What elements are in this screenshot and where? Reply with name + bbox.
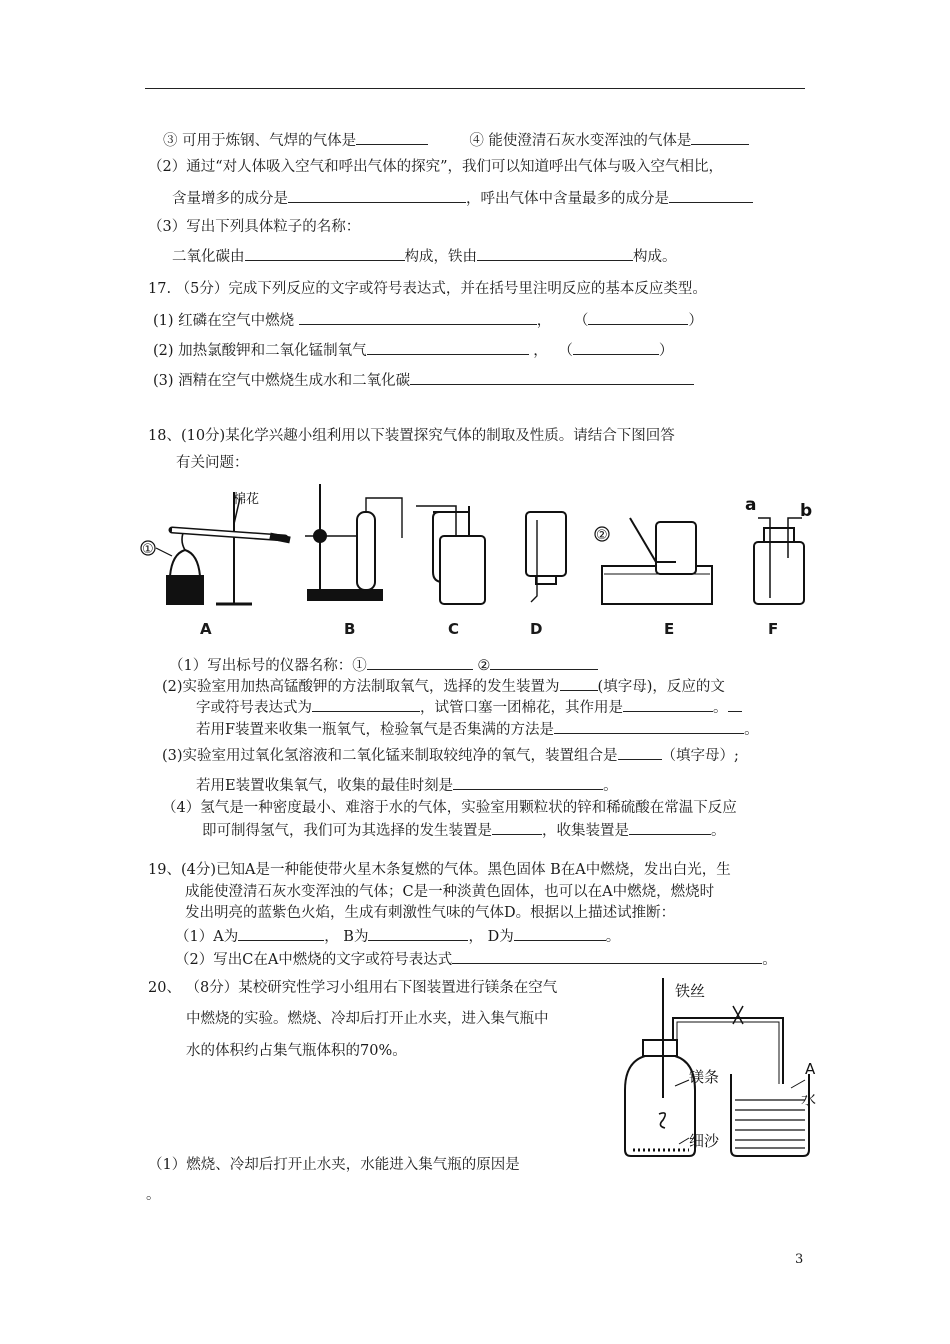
question-20b: 中燃烧的实验。燃烧、冷却后打开止水夹，进入集气瓶中 [186,1011,549,1027]
stopper [643,1040,677,1056]
line-16-3b: 二氧化碳由 构成，铁由 构成。 [172,246,677,266]
question-17-2: (2) 加热氯酸钾和二氧化锰制氧气 ， （ ） [153,340,673,360]
question-18-4: （4）氢气是一种密度最小、难溶于水的气体，实验室用颗粒状的锌和稀硫酸在常温下反应 [162,800,737,816]
question-17-1: (1) 红磷在空气中燃烧 ， （ ） [153,310,703,330]
beaker-label: A [805,1060,816,1078]
magnesium-ribbon [659,1113,665,1128]
mark-2: ② [596,528,608,543]
question-19: 19、(4分)已知A是一种能使带火星木条复燃的气体。黑色固体 B在A中燃烧，发出白光，生 [148,862,731,878]
question-18-2b: 字或符号表达式为 ，试管口塞一团棉花，其作用是 。 [196,697,742,717]
gas-bottle-d [526,512,566,576]
question-18-3b: 若用E装置收集氧气，收集的最佳时刻是 。 [196,775,618,795]
apparatus-label-d: D [530,620,543,638]
question-20-1-end: 。 [146,1187,161,1203]
page-number: 3 [795,1252,804,1267]
apparatus-label-a: A [200,620,212,638]
question-20-1: （1）燃烧、冷却后打开止水夹，水能进入集气瓶的原因是 [148,1157,520,1173]
line-16-3: （3）写出下列具体粒子的名称： [148,219,361,235]
stand-base-b [308,590,382,600]
question-20c: 水的体积约占集气瓶体积的70%。 [186,1043,407,1059]
question-18-4b: 即可制得氢气，我们可为其选择的发生装置是 ，收集装置是 。 [202,820,726,840]
water-label: 水 [801,1090,817,1108]
question-18-cont: 有关问题： [176,455,249,471]
clamp [733,1006,743,1024]
magnesium-experiment-figure [615,976,825,1186]
line-16-2b: 含量增多的成分是 ，呼出气体中含量最多的成分是 [172,188,753,208]
water-lines [735,1100,805,1148]
question-17: 17. （5分）完成下列反应的文字或符号表达式，并在括号里注明反应的基本反应类型。 [148,281,707,297]
test-tube-b [357,512,375,590]
alcohol-lamp [170,550,200,576]
port-a-label: a [745,495,757,515]
apparatus-label-f: F [768,620,779,638]
apparatus-label-e: E [664,620,675,638]
line-16-2: （2）通过“对人体吸入空气和呼出气体的探究”，我们可以知道呼出气体与吸入空气相比， [148,159,724,175]
magnesium-ribbon-label: 镁条 [689,1068,720,1086]
apparatus-a-block [167,576,203,604]
apparatus-figure [130,478,830,640]
question-19b: 成能使澄清石灰水变浑浊的气体；C是一种淡黄色固体，也可以在A中燃烧，燃烧时 [185,884,715,900]
gas-bottle-f [754,542,804,604]
question-19-2: （2）写出C在A中燃烧的文字或符号表达式 。 [175,949,777,969]
question-18: 18、(10分)某化学兴趣小组利用以下装置探究气体的制取及性质。请结合下图回答 [148,428,675,444]
question-18-1: （1）写出标号的仪器名称：① ② [169,655,598,675]
mark-1: ① [142,542,154,557]
line-16-3-4: ③ 可用于炼钢、气焊的气体是 ④ 能使澄清石灰水变浑浊的气体是 [163,130,749,150]
port-b-label: b [800,501,813,521]
cotton-label: 棉花 [233,492,260,507]
question-20: 20、 （8分）某校研究性学习小组用右下图装置进行镁条在空气 [148,980,558,996]
iron-wire-label: 铁丝 [675,982,706,1000]
fine-sand-label: 细沙 [689,1132,720,1150]
question-18-2c: 若用F装置来收集一瓶氧气，检验氧气是否集满的方法是 。 [196,719,759,739]
apparatus-label-c: C [448,620,460,638]
question-18-3: (3)实验室用过氧化氢溶液和二氧化锰来制取较纯净的氧气，装置组合是 （填字母）; [162,745,739,765]
question-19c: 发出明亮的蓝紫色火焰，生成有刺激性气味的气体D。根据以上描述试推断： [185,905,676,921]
question-19-1: （1）A为 ， B为 ， D为 。 [175,926,620,946]
question-17-3: (3) 酒精在空气中燃烧生成水和二氧化碳 [153,370,694,390]
beaker [731,1074,809,1156]
question-18-2: (2)实验室用加热高锰酸钾的方法制取氧气，选择的发生装置为 (填字母)，反应的文 [162,676,725,696]
apparatus-label-b: B [344,620,356,638]
header-rule [145,88,805,89]
